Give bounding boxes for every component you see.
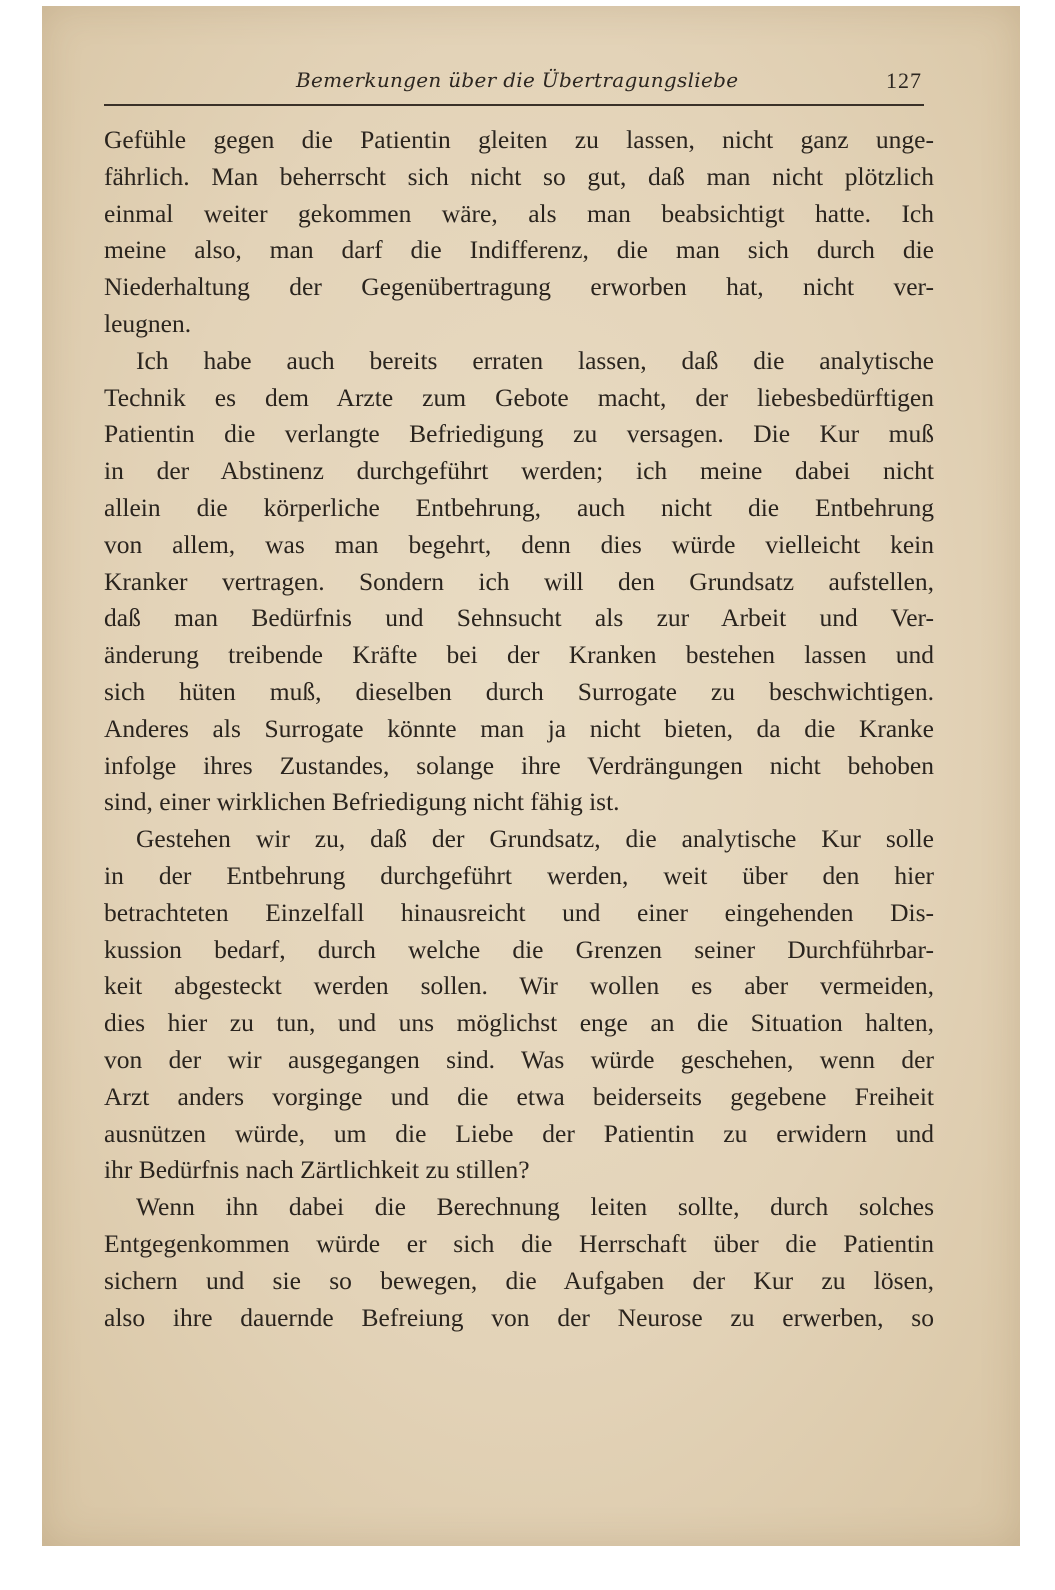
running-title: Bemerkungen über die Übertragungsliebe [296, 68, 739, 92]
text-line: in der Abstinenz durchgeführt werden; ich meine dabei nicht [104, 456, 934, 486]
text-line: sind, einer wirklichen Befriedigung nicht fähig ist. [104, 787, 620, 817]
text-line: ausnützen würde, um die Liebe der Patientin zu erwidern und [104, 1118, 934, 1148]
text-line: Ich habe auch bereits erraten lassen, daß die analytische [136, 345, 934, 375]
text-line: sichern und sie so bewegen, die Aufgaben der Kur zu lösen, [104, 1265, 934, 1295]
text-line: in der Entbehrung durchgeführt werden, weit über den hier [104, 860, 934, 890]
book-page [42, 6, 1020, 1546]
text-line: einmal weiter gekommen wäre, als man beabsichtigt hatte. Ich [104, 198, 934, 228]
running-header [104, 68, 924, 106]
text-line: infolge ihres Zustandes, solange ihre Verdrängungen nicht behoben [104, 750, 934, 780]
text-line: Patientin die verlangte Befriedigung zu versagen. Die Kur muß [104, 419, 934, 449]
text-line: kussion bedarf, durch welche die Grenzen seiner Durchführbar- [104, 934, 934, 964]
text-line: Entgegenkommen würde er sich die Herrschaft über die Patientin [104, 1228, 934, 1258]
text-line: dies hier zu tun, und uns möglichst enge an die Situation halten, [104, 1008, 934, 1038]
text-line: von allem, was man begehrt, denn dies würde vielleicht kein [104, 529, 934, 559]
text-line: betrachteten Einzelfall hinausreicht und einer eingehenden Dis- [104, 897, 934, 927]
text-line: Gefühle gegen die Patientin gleiten zu lassen, nicht ganz unge- [104, 125, 934, 154]
text-line: keit abgesteckt werden sollen. Wir wollen es aber vermeiden, [104, 971, 934, 1001]
text-line: leugnen. [104, 308, 192, 338]
text-line: allein die körperliche Entbehrung, auch nicht die Entbehrung [104, 492, 934, 522]
text-line: von der wir ausgegangen sind. Was würde geschehen, wenn der [104, 1044, 934, 1074]
text-line: Anderes als Surrogate könnte man ja nicht bieten, da die Kranke [104, 713, 934, 743]
text-line: ihr Bedürfnis nach Zärtlichkeit zu stillen? [104, 1155, 530, 1185]
text-line: fährlich. Man beherrscht sich nicht so gut, daß man nicht plötzlich [104, 161, 934, 191]
text-line: Kranker vertragen. Sondern ich will den Grundsatz aufstellen, [104, 566, 934, 596]
text-line: also ihre dauernde Befreiung von der Neurose zu erwerben, so [104, 1302, 934, 1332]
text-line: meine also, man darf die Indifferenz, die man sich durch die [104, 235, 934, 265]
text-line: Gestehen wir zu, daß der Grundsatz, die analytische Kur solle [136, 824, 934, 854]
text-line: änderung treibende Kräfte bei der Kranken bestehen lassen und [104, 640, 934, 670]
text-line: daß man Bedürfnis und Sehnsucht als zur Arbeit und Ver- [104, 603, 934, 633]
text-line: Niederhaltung der Gegenübertragung erworben hat, nicht ver- [104, 272, 934, 302]
text-line: Wenn ihn dabei die Berechnung leiten sollte, durch solches [136, 1192, 934, 1222]
text-line: Technik es dem Arzte zum Gebote macht, der liebesbedürftigen [104, 382, 934, 412]
text-line: Arzt anders vorginge und die etwa beiderseits gegebene Freiheit [104, 1081, 934, 1111]
body-text [104, 122, 934, 1336]
text-line: sich hüten muß, dieselben durch Surrogate zu beschwichtigen. [104, 676, 934, 706]
page-number: 127 [886, 68, 922, 93]
